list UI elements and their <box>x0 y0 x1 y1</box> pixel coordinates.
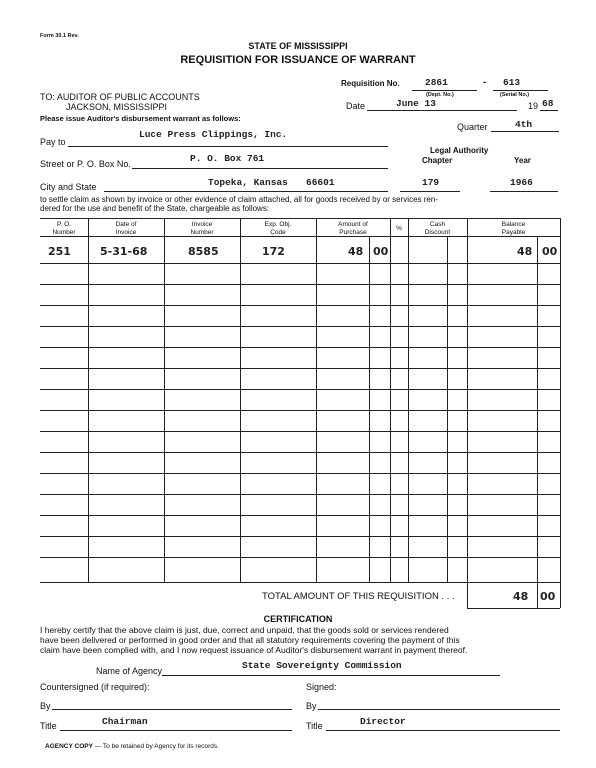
req-dash: - <box>483 77 487 88</box>
col-sep-cents <box>369 236 370 582</box>
col-sep <box>316 218 317 582</box>
header-amount: Amount of Purchase <box>338 221 368 236</box>
cell-invoice: 8585 <box>188 245 219 258</box>
by-left-label: By <box>40 701 51 711</box>
table-right-border <box>560 218 561 608</box>
dept-caption: (Dept. No.) <box>426 92 454 98</box>
dept-no-value: 2861 <box>425 77 448 88</box>
year-value: 68 <box>542 98 554 109</box>
total-cents: 00 <box>540 590 556 603</box>
city-line <box>104 191 388 192</box>
total-label: TOTAL AMOUNT OF THIS REQUISITION . . . <box>262 591 455 602</box>
row-line <box>40 494 560 495</box>
col-sep <box>467 218 468 582</box>
authority-year-value: 1966 <box>510 177 533 188</box>
form-number: Form 30.1 Rev. <box>40 33 79 39</box>
quarter-line <box>491 131 559 132</box>
total-dollars: 48 <box>513 590 529 603</box>
street-line <box>132 168 388 169</box>
certification-line3: claim have been complied with, and I now request issuance of Auditor's disbursement warrant in payment thereof. <box>40 645 468 655</box>
col-sep <box>240 218 241 582</box>
serial-no-line <box>493 90 548 91</box>
footer-agency-copy: AGENCY COPY <box>45 743 93 750</box>
by-right-line <box>318 709 560 710</box>
settle-text-line2: dered for the use and benefit of the State, chargeable as follows: <box>40 204 270 213</box>
street-label: Street or P. O. Box No. <box>40 159 131 169</box>
total-left-border <box>467 582 468 608</box>
serial-no-value: 613 <box>503 77 521 88</box>
row-line <box>40 389 560 390</box>
year-line <box>540 110 558 111</box>
chapter-line <box>400 191 460 192</box>
title-left-label: Title <box>40 721 57 731</box>
to-line3: Please issue Auditor's disbursement warrant as follows: <box>40 114 241 123</box>
row-line <box>40 347 560 348</box>
table-top-border <box>40 218 560 219</box>
quarter-value: 4th <box>515 119 533 130</box>
header-cash: Cash Discount <box>424 221 451 236</box>
authority-year-label: Year <box>514 156 531 165</box>
to-line1: TO: AUDITOR OF PUBLIC ACCOUNTS <box>40 92 200 102</box>
cell-amount-cents: 00 <box>373 245 389 258</box>
by-left-line <box>52 709 292 710</box>
zip-value: 66601 <box>306 177 335 188</box>
street-value: P. O. Box 761 <box>190 153 265 164</box>
to-line2: JACKSON, MISSISSIPPI <box>66 102 168 112</box>
agency-value: State Sovereignty Commission <box>242 660 402 671</box>
requisition-label: Requisition No. <box>341 79 400 88</box>
title-left-line <box>60 730 292 731</box>
certification-heading: CERTIFICATION <box>263 614 333 624</box>
cell-balance-dollars: 48 <box>517 245 533 258</box>
footer-note <box>45 743 219 750</box>
header-percent: % <box>396 225 402 232</box>
city-value: Topeka, Kansas <box>208 177 288 188</box>
agency-label: Name of Agency <box>96 666 163 676</box>
table-header-border <box>40 236 560 237</box>
row-line <box>40 557 560 558</box>
header-date: Date of Invoice <box>115 221 137 236</box>
authority-year-line <box>490 191 558 192</box>
header-po: P. O. Number <box>52 221 76 236</box>
date-line <box>367 110 517 111</box>
chapter-label: Chapter <box>422 156 453 165</box>
cell-po: 251 <box>48 245 71 258</box>
quarter-label: Quarter <box>457 122 488 132</box>
row-line <box>40 452 560 453</box>
certification-line1: I hereby certify that the above claim is just, due, correct and unpaid, that the goods sold or services rendered <box>40 625 449 635</box>
row-line <box>40 473 560 474</box>
title-right-label: Title <box>306 721 323 731</box>
col-sep <box>88 218 89 582</box>
state-heading: STATE OF MISSISSIPPI <box>248 41 348 51</box>
row-line <box>40 536 560 537</box>
title-right-value: Director <box>360 716 406 727</box>
row-line <box>40 515 560 516</box>
signed-label: Signed: <box>306 682 337 692</box>
pay-to-label: Pay to <box>40 137 66 147</box>
row-line <box>40 326 560 327</box>
title-right-line <box>326 730 560 731</box>
col-sep <box>390 218 391 582</box>
table-bottom-border <box>40 582 560 583</box>
agency-line <box>162 675 500 676</box>
serial-caption: (Serial No.) <box>500 92 530 98</box>
col-sep <box>408 218 409 582</box>
row-line <box>40 263 560 264</box>
year-prefix: 19 <box>528 101 539 111</box>
col-sep <box>164 218 165 582</box>
col-sep-cents <box>537 236 538 608</box>
by-right-label: By <box>306 701 317 711</box>
date-label: Date <box>346 101 366 111</box>
header-exp: Exp. Obj. Code <box>264 221 292 236</box>
total-bottom-line <box>467 608 560 609</box>
title-left-value: Chairman <box>102 716 148 727</box>
chapter-value: 179 <box>422 177 440 188</box>
pay-to-line <box>68 146 388 147</box>
certification-line2: have been delivered or performed in good order and that all statutory requirements covering the payment of this <box>40 635 460 645</box>
cell-exp: 172 <box>262 245 285 258</box>
header-balance: Balance Payable <box>501 221 526 236</box>
row-line <box>40 284 560 285</box>
header-invoice: Invoice Number <box>190 221 214 236</box>
row-line <box>40 410 560 411</box>
legal-authority-heading: Legal Authority <box>430 146 489 155</box>
col-sep-cents <box>447 236 448 582</box>
city-label: City and State <box>40 182 97 192</box>
pay-to-value: Luce Press Clippings, Inc. <box>139 129 288 140</box>
dept-no-line <box>412 90 477 91</box>
page-title: REQUISITION FOR ISSUANCE OF WARRANT <box>180 54 416 66</box>
cell-balance-cents: 00 <box>542 245 558 258</box>
row-line <box>40 368 560 369</box>
cell-date: 5-31-68 <box>100 245 148 258</box>
countersigned-label: Countersigned (if required): <box>40 682 150 692</box>
cell-amount-dollars: 48 <box>348 245 364 258</box>
date-value: June 13 <box>396 98 436 109</box>
footer-rest: — To be retained by Agency for its records. <box>94 743 219 750</box>
settle-text-line1: to settle claim as shown by invoice or other evidence of claim attached, all for goods received by or services ren- <box>40 195 438 204</box>
row-line <box>40 431 560 432</box>
row-line <box>40 305 560 306</box>
